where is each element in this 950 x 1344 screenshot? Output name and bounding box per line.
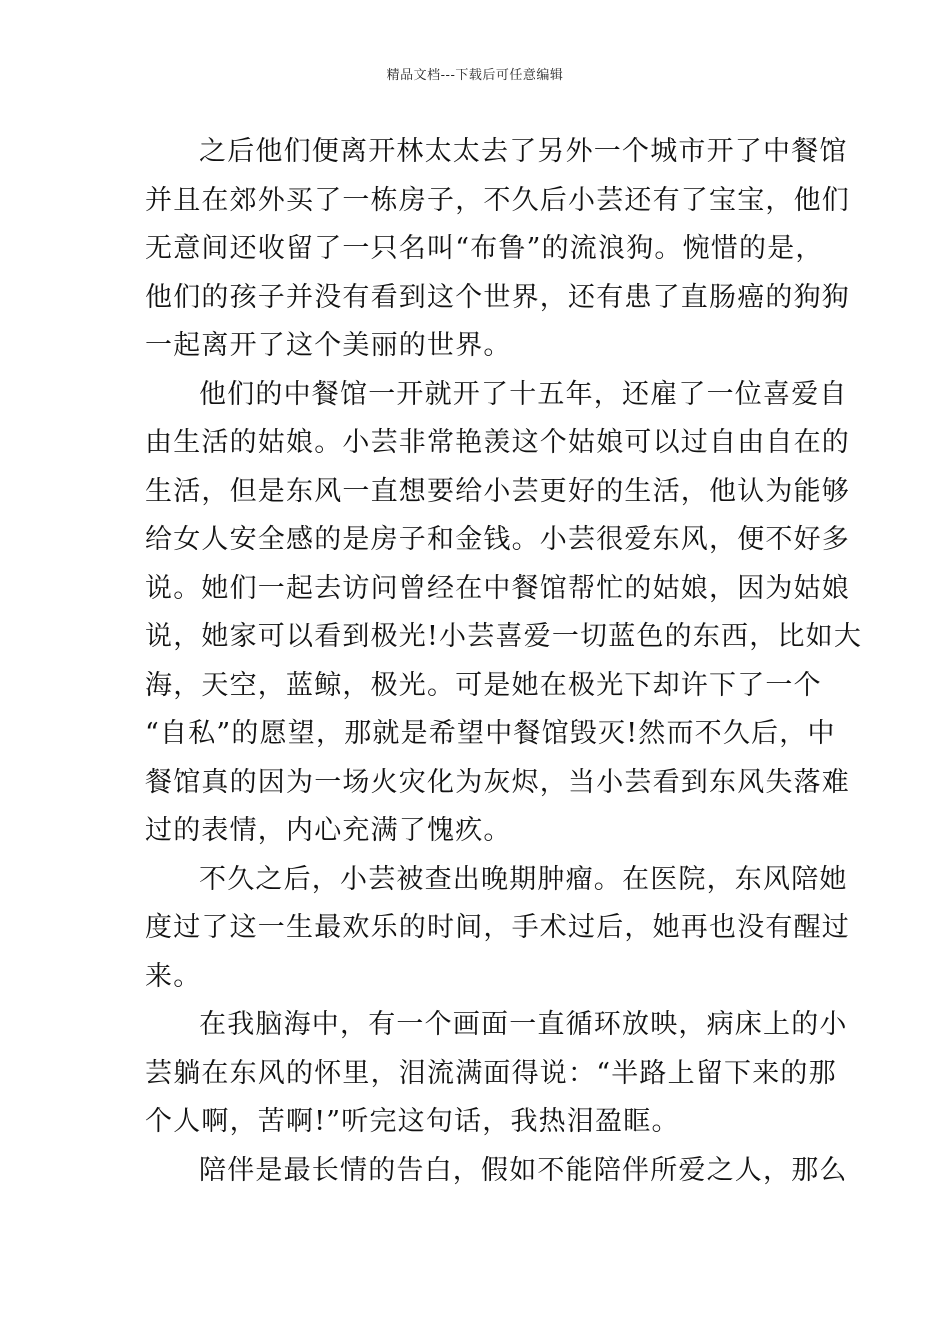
text-line: 过的表情，内心充满了愧疚。: [145, 815, 512, 846]
text-line: 生活，但是东风一直想要给小芸更好的生活，他认为能够: [145, 475, 850, 507]
text-line: “自私”的愿望，那就是希望中餐馆毁灭!然而不久后，中: [145, 718, 836, 749]
text-line: 之后他们便离开林太太去了另外一个城市开了中餐馆: [199, 136, 848, 167]
text-line: 在我脑海中，有一个画面一直循环放映，病床上的小: [199, 1009, 848, 1040]
text-line: 不久之后，小芸被查出晚期肿瘤。在医院，东风陪她: [199, 863, 848, 895]
text-line: 餐馆真的因为一场火灾化为灰烬，当小芸看到东风失落难: [145, 766, 850, 798]
paragraph-5: [145, 1147, 848, 1196]
text-line: 个人啊，苦啊!”听完这句话，我热泪盈眶。: [145, 1106, 680, 1137]
text-line: 由生活的姑娘。小芸非常艳羡这个姑娘可以过自由自在的: [145, 427, 850, 458]
text-line: 海，天空，蓝鲸，极光。可是她在极光下却许下了一个: [145, 669, 822, 701]
page-header: 精品文档---下载后可任意编辑: [386, 68, 564, 83]
paragraph-3: [145, 856, 850, 1002]
paragraph-1: [145, 128, 850, 371]
text-line: 说，她家可以看到极光!小芸喜爱一切蓝色的东西，比如大: [145, 621, 863, 652]
text-line: 无意间还收留了一只名叫“布鲁”的流浪狗。惋惜的是，: [145, 233, 824, 264]
text-line: 他们的孩子并没有看到这个世界，还有患了直肠癌的狗狗: [145, 281, 850, 313]
text-line: 度过了这一生最欢乐的时间，手术过后，她再也没有醒过: [145, 912, 850, 943]
text-line: 来。: [145, 960, 202, 992]
body-text: [145, 128, 863, 1195]
text-line: 说。她们一起去访问曾经在中餐馆帮忙的姑娘，因为姑娘: [145, 572, 850, 604]
text-line: 他们的中餐馆一开就开了十五年，还雇了一位喜爱自: [199, 378, 848, 410]
paragraph-4: [145, 1001, 848, 1147]
text-line: 并且在郊外买了一栋房子，不久后小芸还有了宝宝，他们: [145, 184, 850, 216]
paragraph-2: [145, 371, 863, 856]
text-line: 芸躺在东风的怀里，泪流满面得说：“半路上留下来的那: [145, 1057, 837, 1089]
text-line: 陪伴是最长情的告白，假如不能陪伴所爱之人，那么: [199, 1154, 848, 1186]
text-line: 给女人安全感的是房子和金钱。小芸很爱东风，便不好多: [145, 524, 850, 555]
text-line: 一起离开了这个美丽的世界。: [145, 330, 512, 361]
